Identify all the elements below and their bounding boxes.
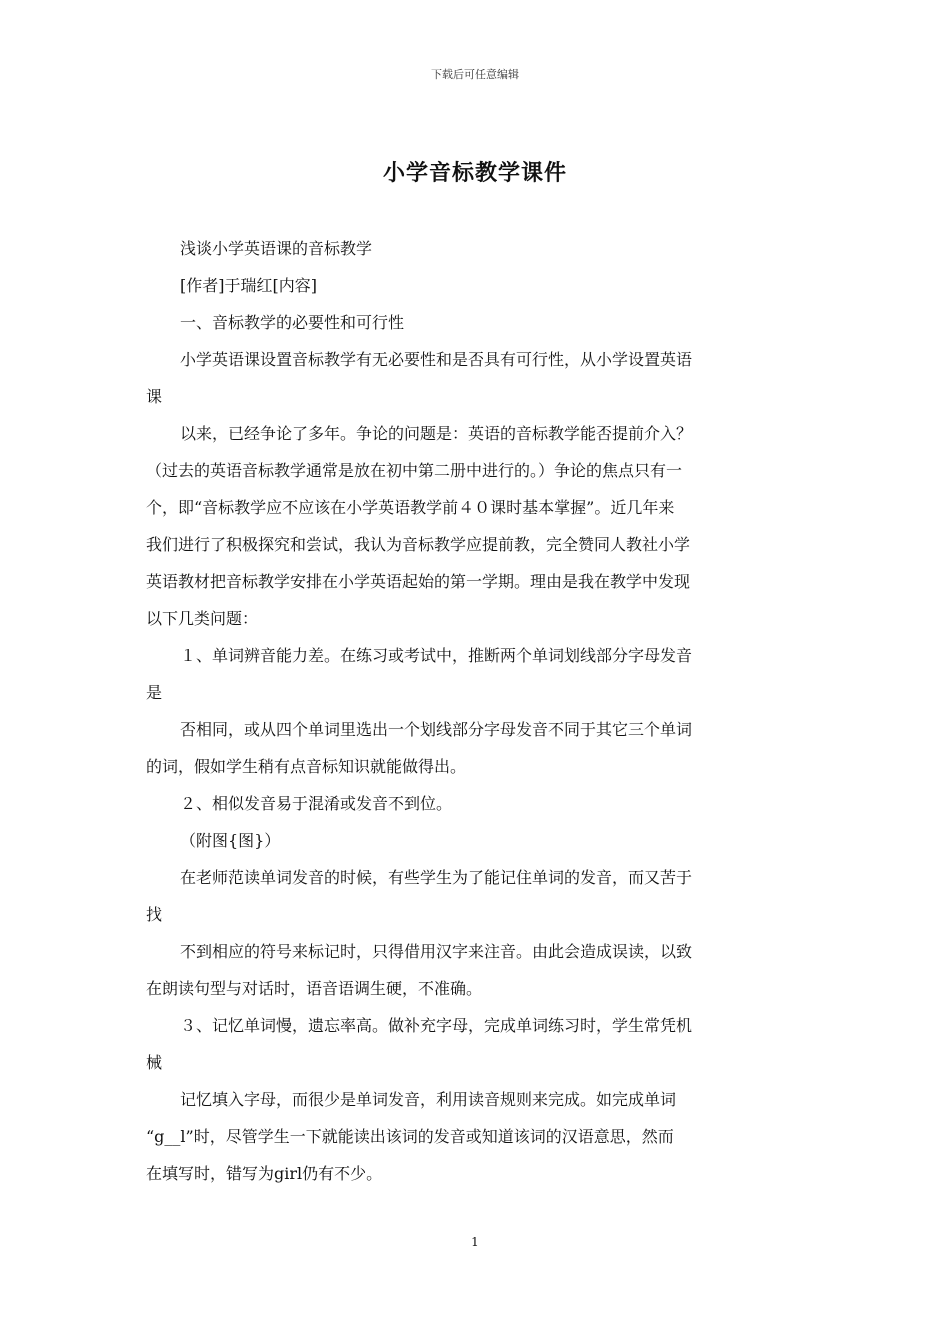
paragraph-line: 以下几类问题： — [146, 609, 259, 628]
paragraph-line: [作者]于瑞红[内容] — [180, 276, 317, 295]
paragraph-line: 小学英语课设置音标教学有无必要性和是否具有可行性，从小学设置英语 — [180, 350, 693, 369]
paragraph-line: 在老师范读单词发音的时候，有些学生为了能记住单词的发音，而又苦于 — [180, 868, 693, 887]
paragraph-line: 课 — [146, 387, 163, 406]
document-body — [146, 230, 808, 1192]
paragraph-line: “g__l”时，尽管学生一下就能读出该词的发音或知道该词的汉语意思，然而 — [146, 1127, 674, 1146]
header-note: 下载后可任意编辑 — [431, 68, 519, 81]
list-item-line: １、单词辨音能力差。在练习或考试中，推断两个单词划线部分字母发音 — [180, 646, 693, 665]
paragraph-line: 英语教材把音标教学安排在小学英语起始的第一学期。理由是我在教学中发现 — [146, 572, 691, 591]
section-heading: 一、音标教学的必要性和可行性 — [180, 313, 405, 332]
paragraph-line: 我们进行了积极探究和尝试，我认为音标教学应提前教，完全赞同人教社小学 — [146, 535, 691, 554]
paragraph-line: 的词，假如学生稍有点音标知识就能做得出。 — [146, 757, 467, 776]
paragraph-line: 以来，已经争论了多年。争论的问题是：英语的音标教学能否提前介入？ — [180, 424, 693, 443]
paragraph-line: 否相同，或从四个单词里选出一个划线部分字母发音不同于其它三个单词 — [180, 720, 693, 739]
paragraph-line: 在填写时，错写为girl仍有不少。 — [146, 1164, 383, 1183]
list-item-line: ２、相似发音易于混淆或发音不到位。 — [180, 794, 453, 813]
paragraph-line: 浅谈小学英语课的音标教学 — [180, 239, 373, 258]
paragraph-line: 找 — [146, 905, 163, 924]
paragraph-line: 不到相应的符号来标记时，只得借用汉字来注音。由此会造成误读，以致 — [180, 942, 693, 961]
list-item-line: ３、记忆单词慢，遗忘率高。做补充字母，完成单词练习时，学生常凭机 — [180, 1016, 693, 1035]
paragraph-line: 在朗读句型与对话时，语音语调生硬，不准确。 — [146, 979, 483, 998]
paragraph-line: （过去的英语音标教学通常是放在初中第二册中进行的。）争论的焦点只有一 — [146, 461, 683, 480]
document-title: 小学音标教学课件 — [382, 160, 567, 186]
paragraph-line: 是 — [146, 683, 163, 702]
figure-placeholder: （附图{图}） — [180, 831, 281, 850]
paragraph-line: 个，即“音标教学应不应该在小学英语教学前４０课时基本掌握”。近几年来 — [146, 498, 675, 517]
page-number: 1 — [471, 1235, 479, 1249]
paragraph-line: 记忆填入字母，而很少是单词发音，利用读音规则来完成。如完成单词 — [180, 1090, 677, 1109]
paragraph-line: 械 — [146, 1053, 163, 1072]
